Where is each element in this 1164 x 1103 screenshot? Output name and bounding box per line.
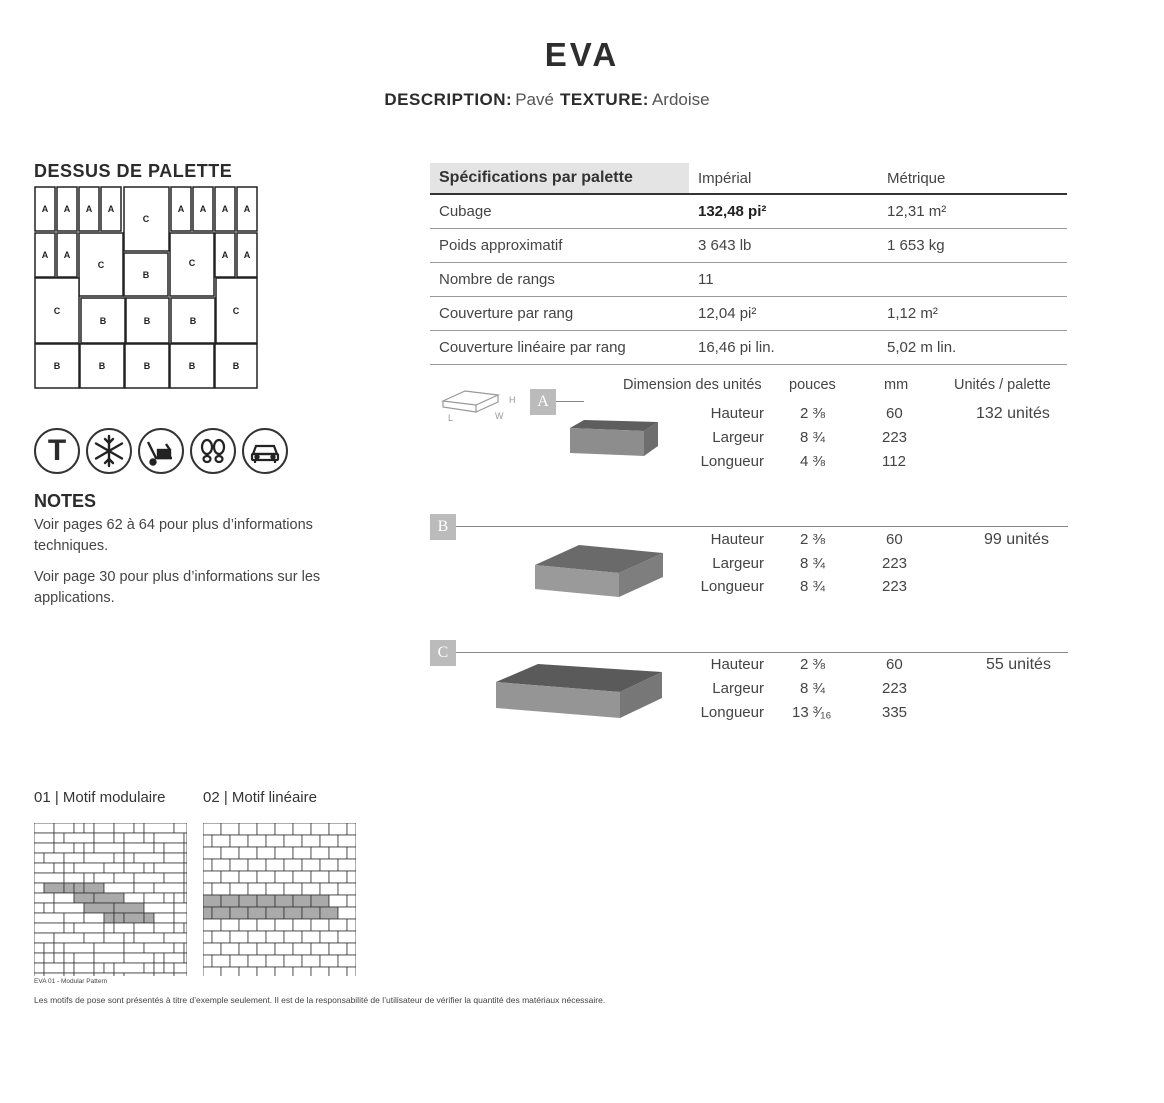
unit-c-per-pallet: 55 unités xyxy=(986,656,1051,673)
specifications-table xyxy=(430,163,1067,365)
svg-text:A: A xyxy=(85,204,93,214)
spec-metric-value: 1,12 m² xyxy=(878,297,1067,331)
unit-b-label-height: Hauteur xyxy=(710,531,764,548)
unit-b-rule xyxy=(456,526,1068,527)
pattern-linear-title: 02 | Motif linéaire xyxy=(203,789,317,806)
spec-metric-value: 5,02 m lin. xyxy=(878,331,1067,365)
unit-b-label-length: Longueur xyxy=(700,578,764,595)
svg-text:A: A xyxy=(221,250,229,260)
unit-a-label-width: Largeur xyxy=(712,429,764,446)
unit-b-length-mm: 223 xyxy=(882,578,908,595)
notes-title: NOTES xyxy=(34,491,97,511)
unit-c-label-length: Longueur xyxy=(700,704,764,721)
svg-text:B: B xyxy=(99,316,107,326)
unit-c-height-in: 2 ⅜ xyxy=(800,656,826,673)
svg-text:A: A xyxy=(41,250,49,260)
description-label: DESCRIPTION: xyxy=(384,90,513,109)
description-line xyxy=(0,90,1100,110)
unit-b-badge: B xyxy=(430,514,456,540)
unit-c-length-in: 13 ³⁄₁₆ xyxy=(792,704,832,721)
unit-b-per-pallet: 99 unités xyxy=(984,531,1049,548)
unit-a-width-mm: 223 xyxy=(882,429,908,446)
unit-b-length-in: 8 ¾ xyxy=(800,578,826,595)
spec-label: Poids approximatif xyxy=(430,229,689,263)
svg-text:A: A xyxy=(63,204,71,214)
note-applications: Voir page 30 pour plus d’informations sur les applications. xyxy=(34,569,321,606)
unit-c-paver-image xyxy=(494,662,664,720)
spec-label: Couverture linéaire par rang xyxy=(430,331,689,365)
snowflake-icon xyxy=(86,428,132,474)
unit-b-label-width: Largeur xyxy=(712,555,764,572)
units-header-inches: pouces xyxy=(789,377,836,393)
unit-c-label-width: Largeur xyxy=(712,680,764,697)
unit-a-length-mm: 112 xyxy=(882,453,906,470)
spec-imperial-value: 12,04 pi² xyxy=(689,297,878,331)
linear-pattern-image xyxy=(203,823,356,976)
svg-text:A: A xyxy=(199,204,207,214)
spec-metric-value: 12,31 m² xyxy=(878,194,1067,229)
page-title: EVA xyxy=(544,36,620,73)
svg-text:C: C xyxy=(188,258,196,268)
units-header-per-pallet: Unités / palette xyxy=(954,377,1051,393)
spec-label: Nombre de rangs xyxy=(430,263,689,297)
svg-text:A: A xyxy=(243,250,251,260)
unit-c-width-mm: 223 xyxy=(882,680,908,697)
dim-l-letter: L xyxy=(448,413,454,423)
palette-top-diagram xyxy=(34,186,260,390)
spec-imperial-value: 16,46 pi lin. xyxy=(689,331,878,365)
pattern-modular-title: 01 | Motif modulaire xyxy=(34,789,166,806)
table-row xyxy=(430,297,1067,331)
t-icon: T xyxy=(34,428,80,474)
unit-b-paver-image xyxy=(533,543,665,599)
units-header-mm: mm xyxy=(884,377,909,393)
svg-text:B: B xyxy=(232,361,240,371)
svg-text:B: B xyxy=(98,361,106,371)
svg-text:C: C xyxy=(142,214,150,224)
svg-text:A: A xyxy=(63,250,71,260)
unit-c-height-mm: 60 xyxy=(886,656,903,673)
modular-pattern-image xyxy=(34,823,187,976)
spec-label: Couverture par rang xyxy=(430,297,689,331)
svg-text:B: B xyxy=(53,361,61,371)
footprints-icon xyxy=(190,428,236,474)
unit-a-width-in: 8 ¾ xyxy=(800,429,826,446)
dimension-diagram-icon xyxy=(440,383,525,425)
svg-text:A: A xyxy=(107,204,115,214)
spec-header-label: Spécifications par palette xyxy=(430,163,689,194)
units-header-dimension: Dimension des unités xyxy=(623,377,762,393)
unit-a-per-pallet: 132 unités xyxy=(976,405,1050,422)
note-technical-info: Voir pages 62 à 64 pour plus d’informations techniques. xyxy=(34,517,313,554)
description-value: Pavé xyxy=(515,90,554,109)
spec-label: Cubage xyxy=(430,194,689,229)
texture-label: TEXTURE: xyxy=(559,90,649,109)
svg-text:B: B xyxy=(143,361,151,371)
palette-title: DESSUS DE PALETTE xyxy=(34,161,233,181)
table-row xyxy=(430,194,1067,229)
footer-disclaimer: Les motifs de pose sont présentés à titre d’exemple seulement. Il est de la responsabilité de l’utilisateur de vérifier la quantité des matériaux nécessaire. xyxy=(34,995,606,1005)
svg-text:C: C xyxy=(53,306,61,316)
unit-c-badge: C xyxy=(430,640,456,666)
table-row xyxy=(430,263,1067,297)
unit-b-width-mm: 223 xyxy=(882,555,908,572)
spec-header-metric: Métrique xyxy=(878,163,1067,194)
unit-a-label-length: Longueur xyxy=(700,453,764,470)
svg-text:B: B xyxy=(143,316,151,326)
svg-text:C: C xyxy=(232,306,240,316)
pattern-caption: EVA 01 - Modular Pattern xyxy=(34,978,108,985)
svg-text:B: B xyxy=(189,316,197,326)
unit-a-rule xyxy=(556,401,584,402)
unit-a-length-in: 4 ⅜ xyxy=(800,453,826,470)
table-row xyxy=(430,331,1067,365)
unit-a-label-height: Hauteur xyxy=(710,405,764,422)
spec-imperial-value: 11 xyxy=(689,263,878,297)
spec-imperial-value: 132,48 pi² xyxy=(689,194,878,229)
unit-c-width-in: 8 ¾ xyxy=(800,680,826,697)
unit-a-height-mm: 60 xyxy=(886,405,903,422)
unit-a-badge: A xyxy=(530,389,556,415)
unit-b-height-in: 2 ⅜ xyxy=(800,531,826,548)
spec-metric-value: 1 653 kg xyxy=(878,229,1067,263)
unit-a-height-in: 2 ⅜ xyxy=(800,405,826,422)
svg-text:B: B xyxy=(142,270,150,280)
svg-text:B: B xyxy=(188,361,196,371)
svg-text:A: A xyxy=(177,204,185,214)
car-icon xyxy=(242,428,288,474)
unit-c-label-height: Hauteur xyxy=(710,656,764,673)
spec-header-imperial: Impérial xyxy=(689,163,878,194)
snow-plow-icon xyxy=(138,428,184,474)
unit-b-height-mm: 60 xyxy=(886,531,903,548)
dim-h-letter: H xyxy=(509,395,516,405)
spec-imperial-value: 3 643 lb xyxy=(689,229,878,263)
svg-text:C: C xyxy=(97,260,105,270)
spec-header-row xyxy=(430,163,1067,194)
svg-text:A: A xyxy=(221,204,229,214)
unit-c-rule xyxy=(456,652,1068,653)
svg-text:A: A xyxy=(243,204,251,214)
unit-a-paver-image xyxy=(568,418,662,460)
spec-metric-value xyxy=(878,263,1067,297)
application-icons xyxy=(34,428,288,474)
unit-c-length-mm: 335 xyxy=(882,704,908,721)
texture-value: Ardoise xyxy=(651,90,710,109)
unit-b-width-in: 8 ¾ xyxy=(800,555,826,572)
svg-text:A: A xyxy=(41,204,49,214)
table-row xyxy=(430,229,1067,263)
dim-w-letter: W xyxy=(495,411,504,421)
